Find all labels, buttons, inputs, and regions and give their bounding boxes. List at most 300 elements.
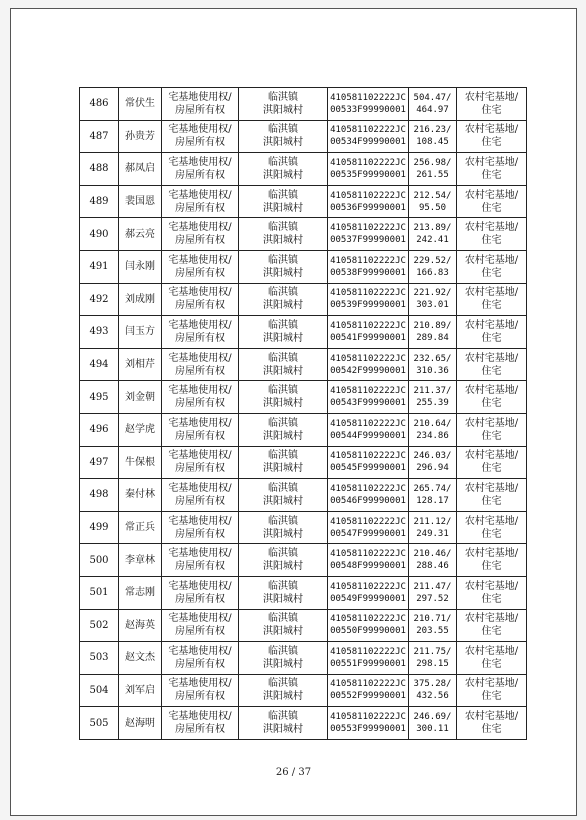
area-line: 300.11 bbox=[416, 724, 449, 735]
usage-line: 住宅 bbox=[481, 528, 502, 540]
right-type-cell bbox=[162, 218, 239, 251]
location-line: 淇阳城村 bbox=[263, 430, 303, 442]
right-type-cell bbox=[162, 316, 239, 349]
location-cell bbox=[239, 88, 328, 121]
location-line: 淇阳城村 bbox=[263, 626, 303, 638]
unit-code-cell bbox=[328, 576, 409, 609]
usage-cell bbox=[457, 707, 527, 740]
location-line: 淇阳城村 bbox=[263, 365, 303, 377]
location-line: 淇阳城村 bbox=[263, 495, 303, 507]
area-line: 212.54/ bbox=[413, 190, 452, 201]
usage-cell bbox=[457, 446, 527, 479]
area-line: 210.64/ bbox=[413, 418, 452, 429]
table-row bbox=[80, 185, 527, 218]
usage-line: 农村宅基地/ bbox=[464, 352, 519, 364]
unit-code-cell bbox=[328, 674, 409, 707]
table-row bbox=[80, 120, 527, 153]
area-line: 210.71/ bbox=[413, 614, 452, 625]
usage-line: 农村宅基地/ bbox=[464, 548, 519, 560]
row-number-cell: 500 bbox=[80, 544, 119, 577]
usage-cell bbox=[457, 250, 527, 283]
area-line: 504.47/ bbox=[413, 92, 452, 103]
area-line: 211.75/ bbox=[413, 646, 452, 657]
right-type-line: 宅基地使用权/ bbox=[168, 352, 232, 364]
row-number-cell: 488 bbox=[80, 153, 119, 186]
usage-line: 住宅 bbox=[481, 593, 502, 605]
usage-line: 住宅 bbox=[481, 561, 502, 573]
right-type-cell bbox=[162, 120, 239, 153]
usage-cell bbox=[457, 316, 527, 349]
area-line: 265.74/ bbox=[413, 483, 452, 494]
usage-line: 农村宅基地/ bbox=[464, 482, 519, 494]
right-type-line: 房屋所有权 bbox=[175, 169, 225, 181]
area-line: 210.89/ bbox=[413, 320, 452, 331]
table-row bbox=[80, 446, 527, 479]
location-line: 淇阳城村 bbox=[263, 300, 303, 312]
owner-name-cell: 常志刚 bbox=[119, 576, 162, 609]
location-line: 临淇镇 bbox=[268, 189, 298, 201]
right-type-line: 宅基地使用权/ bbox=[168, 417, 232, 429]
usage-line: 农村宅基地/ bbox=[464, 254, 519, 266]
area-line: 297.52 bbox=[416, 593, 449, 604]
table-row bbox=[80, 348, 527, 381]
area-line: 256.98/ bbox=[413, 157, 452, 168]
location-line: 临淇镇 bbox=[268, 287, 298, 299]
right-type-line: 房屋所有权 bbox=[175, 495, 225, 507]
unit-code-line: 00539F99990001 bbox=[330, 300, 406, 311]
row-number-cell: 492 bbox=[80, 283, 119, 316]
location-line: 临淇镇 bbox=[268, 222, 298, 234]
right-type-cell bbox=[162, 511, 239, 544]
area-line: 203.55 bbox=[416, 626, 449, 637]
usage-line: 住宅 bbox=[481, 300, 502, 312]
right-type-line: 宅基地使用权/ bbox=[168, 711, 232, 723]
location-line: 临淇镇 bbox=[268, 482, 298, 494]
location-cell bbox=[239, 674, 328, 707]
area-cell bbox=[409, 544, 457, 577]
location-line: 淇阳城村 bbox=[263, 332, 303, 344]
table-row bbox=[80, 413, 527, 446]
area-line: 261.55 bbox=[416, 169, 449, 180]
unit-code-line: 00544F99990001 bbox=[330, 430, 406, 441]
row-number-cell: 497 bbox=[80, 446, 119, 479]
location-line: 临淇镇 bbox=[268, 124, 298, 136]
unit-code-cell bbox=[328, 153, 409, 186]
usage-cell bbox=[457, 413, 527, 446]
unit-code-cell bbox=[328, 250, 409, 283]
owner-name-cell: 刘成刚 bbox=[119, 283, 162, 316]
right-type-line: 宅基地使用权/ bbox=[168, 645, 232, 657]
right-type-cell bbox=[162, 544, 239, 577]
table-row bbox=[80, 576, 527, 609]
location-line: 临淇镇 bbox=[268, 678, 298, 690]
right-type-line: 宅基地使用权/ bbox=[168, 156, 232, 168]
location-line: 临淇镇 bbox=[268, 91, 298, 103]
usage-line: 农村宅基地/ bbox=[464, 450, 519, 462]
owner-name-cell: 赵海英 bbox=[119, 609, 162, 642]
right-type-cell bbox=[162, 348, 239, 381]
right-type-line: 宅基地使用权/ bbox=[168, 222, 232, 234]
table-row bbox=[80, 674, 527, 707]
unit-code-line: 00550F99990001 bbox=[330, 626, 406, 637]
usage-cell bbox=[457, 576, 527, 609]
usage-line: 住宅 bbox=[481, 430, 502, 442]
usage-line: 农村宅基地/ bbox=[464, 319, 519, 331]
location-cell bbox=[239, 381, 328, 414]
right-type-line: 房屋所有权 bbox=[175, 528, 225, 540]
unit-code-line: 410581102222JC bbox=[330, 92, 406, 103]
document-page bbox=[10, 8, 577, 816]
right-type-line: 房屋所有权 bbox=[175, 430, 225, 442]
right-type-cell bbox=[162, 446, 239, 479]
right-type-cell bbox=[162, 576, 239, 609]
location-line: 临淇镇 bbox=[268, 156, 298, 168]
unit-code-line: 410581102222JC bbox=[330, 516, 406, 527]
location-line: 淇阳城村 bbox=[263, 691, 303, 703]
table-row bbox=[80, 642, 527, 675]
unit-code-cell bbox=[328, 283, 409, 316]
right-type-line: 房屋所有权 bbox=[175, 365, 225, 377]
owner-name-cell: 赵学虎 bbox=[119, 413, 162, 446]
unit-code-cell bbox=[328, 446, 409, 479]
unit-code-line: 00545F99990001 bbox=[330, 463, 406, 474]
area-line: 210.46/ bbox=[413, 549, 452, 560]
owner-name-cell: 孙贵芳 bbox=[119, 120, 162, 153]
area-cell bbox=[409, 250, 457, 283]
location-cell bbox=[239, 479, 328, 512]
unit-code-line: 410581102222JC bbox=[330, 549, 406, 560]
area-line: 296.94 bbox=[416, 463, 449, 474]
usage-line: 住宅 bbox=[481, 137, 502, 149]
unit-code-cell bbox=[328, 544, 409, 577]
location-line: 淇阳城村 bbox=[263, 463, 303, 475]
owner-name-cell: 李章林 bbox=[119, 544, 162, 577]
usage-line: 农村宅基地/ bbox=[464, 678, 519, 690]
location-cell bbox=[239, 609, 328, 642]
usage-line: 农村宅基地/ bbox=[464, 645, 519, 657]
location-line: 淇阳城村 bbox=[263, 528, 303, 540]
area-cell bbox=[409, 642, 457, 675]
table-row bbox=[80, 707, 527, 740]
unit-code-line: 00551F99990001 bbox=[330, 658, 406, 669]
location-line: 淇阳城村 bbox=[263, 104, 303, 116]
unit-code-line: 00541F99990001 bbox=[330, 332, 406, 343]
usage-cell bbox=[457, 479, 527, 512]
location-cell bbox=[239, 413, 328, 446]
right-type-line: 宅基地使用权/ bbox=[168, 189, 232, 201]
location-line: 临淇镇 bbox=[268, 548, 298, 560]
area-line: 108.45 bbox=[416, 137, 449, 148]
location-cell bbox=[239, 316, 328, 349]
area-line: 128.17 bbox=[416, 495, 449, 506]
area-line: 211.37/ bbox=[413, 386, 452, 397]
owner-name-cell: 常伏生 bbox=[119, 88, 162, 121]
row-number-cell: 489 bbox=[80, 185, 119, 218]
unit-code-line: 00547F99990001 bbox=[330, 528, 406, 539]
unit-code-line: 00552F99990001 bbox=[330, 691, 406, 702]
area-cell bbox=[409, 707, 457, 740]
area-line: 432.56 bbox=[416, 691, 449, 702]
area-cell bbox=[409, 413, 457, 446]
right-type-cell bbox=[162, 674, 239, 707]
usage-line: 农村宅基地/ bbox=[464, 417, 519, 429]
row-number-cell: 505 bbox=[80, 707, 119, 740]
location-cell bbox=[239, 707, 328, 740]
location-cell bbox=[239, 283, 328, 316]
table-row bbox=[80, 381, 527, 414]
location-line: 临淇镇 bbox=[268, 645, 298, 657]
usage-line: 农村宅基地/ bbox=[464, 189, 519, 201]
location-line: 临淇镇 bbox=[268, 580, 298, 592]
area-line: 303.01 bbox=[416, 300, 449, 311]
right-type-line: 房屋所有权 bbox=[175, 300, 225, 312]
right-type-line: 宅基地使用权/ bbox=[168, 450, 232, 462]
location-cell bbox=[239, 348, 328, 381]
unit-code-line: 00533F99990001 bbox=[330, 104, 406, 115]
unit-code-line: 00543F99990001 bbox=[330, 398, 406, 409]
right-type-line: 房屋所有权 bbox=[175, 658, 225, 670]
location-line: 临淇镇 bbox=[268, 385, 298, 397]
unit-code-line: 410581102222JC bbox=[330, 190, 406, 201]
unit-code-cell bbox=[328, 316, 409, 349]
unit-code-line: 410581102222JC bbox=[330, 223, 406, 234]
location-line: 淇阳城村 bbox=[263, 561, 303, 573]
usage-cell bbox=[457, 381, 527, 414]
row-number-cell: 493 bbox=[80, 316, 119, 349]
unit-code-line: 410581102222JC bbox=[330, 646, 406, 657]
unit-code-line: 00536F99990001 bbox=[330, 202, 406, 213]
table-row bbox=[80, 283, 527, 316]
unit-code-line: 410581102222JC bbox=[330, 255, 406, 266]
owner-name-cell: 常正兵 bbox=[119, 511, 162, 544]
unit-code-cell bbox=[328, 511, 409, 544]
right-type-line: 房屋所有权 bbox=[175, 561, 225, 573]
row-number-cell: 495 bbox=[80, 381, 119, 414]
usage-cell bbox=[457, 153, 527, 186]
row-number-cell: 501 bbox=[80, 576, 119, 609]
usage-line: 住宅 bbox=[481, 691, 502, 703]
unit-code-cell bbox=[328, 479, 409, 512]
row-number-cell: 498 bbox=[80, 479, 119, 512]
unit-code-cell bbox=[328, 642, 409, 675]
right-type-cell bbox=[162, 479, 239, 512]
area-cell bbox=[409, 479, 457, 512]
usage-cell bbox=[457, 609, 527, 642]
usage-line: 住宅 bbox=[481, 267, 502, 279]
location-line: 淇阳城村 bbox=[263, 137, 303, 149]
area-line: 464.97 bbox=[416, 104, 449, 115]
area-line: 216.23/ bbox=[413, 125, 452, 136]
unit-code-cell bbox=[328, 609, 409, 642]
location-line: 淇阳城村 bbox=[263, 398, 303, 410]
table-row bbox=[80, 218, 527, 251]
right-type-line: 宅基地使用权/ bbox=[168, 287, 232, 299]
owner-name-cell: 刘金朝 bbox=[119, 381, 162, 414]
unit-code-line: 410581102222JC bbox=[330, 614, 406, 625]
unit-code-cell bbox=[328, 120, 409, 153]
usage-line: 住宅 bbox=[481, 626, 502, 638]
row-number-cell: 490 bbox=[80, 218, 119, 251]
owner-name-cell: 郝云亮 bbox=[119, 218, 162, 251]
area-line: 255.39 bbox=[416, 398, 449, 409]
location-line: 淇阳城村 bbox=[263, 235, 303, 247]
table-row bbox=[80, 250, 527, 283]
location-line: 临淇镇 bbox=[268, 319, 298, 331]
right-type-line: 宅基地使用权/ bbox=[168, 385, 232, 397]
area-cell bbox=[409, 185, 457, 218]
right-type-line: 房屋所有权 bbox=[175, 691, 225, 703]
location-cell bbox=[239, 576, 328, 609]
location-line: 临淇镇 bbox=[268, 711, 298, 723]
area-cell bbox=[409, 283, 457, 316]
area-line: 211.12/ bbox=[413, 516, 452, 527]
right-type-line: 房屋所有权 bbox=[175, 202, 225, 214]
right-type-line: 房屋所有权 bbox=[175, 137, 225, 149]
location-cell bbox=[239, 511, 328, 544]
right-type-line: 宅基地使用权/ bbox=[168, 678, 232, 690]
usage-line: 住宅 bbox=[481, 658, 502, 670]
usage-line: 农村宅基地/ bbox=[464, 124, 519, 136]
right-type-cell bbox=[162, 413, 239, 446]
area-line: 288.46 bbox=[416, 561, 449, 572]
area-line: 249.31 bbox=[416, 528, 449, 539]
right-type-line: 宅基地使用权/ bbox=[168, 548, 232, 560]
right-type-line: 宅基地使用权/ bbox=[168, 254, 232, 266]
area-cell bbox=[409, 381, 457, 414]
unit-code-line: 410581102222JC bbox=[330, 679, 406, 690]
location-line: 淇阳城村 bbox=[263, 593, 303, 605]
right-type-line: 宅基地使用权/ bbox=[168, 91, 232, 103]
area-line: 246.03/ bbox=[413, 451, 452, 462]
location-cell bbox=[239, 446, 328, 479]
table-row bbox=[80, 88, 527, 121]
location-cell bbox=[239, 250, 328, 283]
usage-cell bbox=[457, 511, 527, 544]
usage-line: 农村宅基地/ bbox=[464, 222, 519, 234]
area-cell bbox=[409, 88, 457, 121]
area-cell bbox=[409, 576, 457, 609]
usage-line: 住宅 bbox=[481, 332, 502, 344]
right-type-line: 房屋所有权 bbox=[175, 463, 225, 475]
area-line: 229.52/ bbox=[413, 255, 452, 266]
row-number-cell: 502 bbox=[80, 609, 119, 642]
right-type-line: 宅基地使用权/ bbox=[168, 580, 232, 592]
owner-name-cell: 郝凤启 bbox=[119, 153, 162, 186]
location-line: 临淇镇 bbox=[268, 254, 298, 266]
unit-code-cell bbox=[328, 185, 409, 218]
area-cell bbox=[409, 218, 457, 251]
owner-name-cell: 闫玉方 bbox=[119, 316, 162, 349]
unit-code-line: 00542F99990001 bbox=[330, 365, 406, 376]
location-cell bbox=[239, 642, 328, 675]
location-cell bbox=[239, 185, 328, 218]
area-line: 232.65/ bbox=[413, 353, 452, 364]
usage-line: 农村宅基地/ bbox=[464, 613, 519, 625]
unit-code-line: 410581102222JC bbox=[330, 125, 406, 136]
row-number-cell: 491 bbox=[80, 250, 119, 283]
registration-table bbox=[79, 87, 527, 740]
area-line: 95.50 bbox=[418, 202, 447, 213]
unit-code-cell bbox=[328, 348, 409, 381]
location-line: 淇阳城村 bbox=[263, 658, 303, 670]
area-cell bbox=[409, 609, 457, 642]
area-cell bbox=[409, 153, 457, 186]
owner-name-cell: 秦付林 bbox=[119, 479, 162, 512]
location-cell bbox=[239, 120, 328, 153]
right-type-cell bbox=[162, 642, 239, 675]
owner-name-cell: 刘相芹 bbox=[119, 348, 162, 381]
unit-code-cell bbox=[328, 707, 409, 740]
right-type-cell bbox=[162, 88, 239, 121]
usage-line: 住宅 bbox=[481, 495, 502, 507]
right-type-line: 房屋所有权 bbox=[175, 593, 225, 605]
table-row bbox=[80, 479, 527, 512]
right-type-line: 宅基地使用权/ bbox=[168, 319, 232, 331]
area-line: 310.36 bbox=[416, 365, 449, 376]
unit-code-line: 410581102222JC bbox=[330, 581, 406, 592]
unit-code-line: 00549F99990001 bbox=[330, 593, 406, 604]
usage-line: 住宅 bbox=[481, 235, 502, 247]
table-row bbox=[80, 544, 527, 577]
usage-cell bbox=[457, 674, 527, 707]
location-cell bbox=[239, 218, 328, 251]
location-line: 临淇镇 bbox=[268, 417, 298, 429]
location-cell bbox=[239, 153, 328, 186]
row-number-cell: 499 bbox=[80, 511, 119, 544]
owner-name-cell: 赵文杰 bbox=[119, 642, 162, 675]
area-cell bbox=[409, 446, 457, 479]
unit-code-line: 00538F99990001 bbox=[330, 267, 406, 278]
unit-code-line: 00553F99990001 bbox=[330, 724, 406, 735]
page-number: 26 / 37 bbox=[275, 767, 312, 778]
area-line: 213.89/ bbox=[413, 223, 452, 234]
unit-code-line: 410581102222JC bbox=[330, 288, 406, 299]
right-type-line: 房屋所有权 bbox=[175, 104, 225, 116]
right-type-cell bbox=[162, 707, 239, 740]
unit-code-line: 00537F99990001 bbox=[330, 235, 406, 246]
usage-cell bbox=[457, 120, 527, 153]
location-line: 淇阳城村 bbox=[263, 169, 303, 181]
area-cell bbox=[409, 511, 457, 544]
row-number-cell: 504 bbox=[80, 674, 119, 707]
usage-cell bbox=[457, 348, 527, 381]
row-number-cell: 486 bbox=[80, 88, 119, 121]
right-type-line: 房屋所有权 bbox=[175, 332, 225, 344]
unit-code-cell bbox=[328, 413, 409, 446]
location-line: 淇阳城村 bbox=[263, 724, 303, 736]
location-line: 临淇镇 bbox=[268, 450, 298, 462]
usage-line: 住宅 bbox=[481, 463, 502, 475]
unit-code-line: 00548F99990001 bbox=[330, 561, 406, 572]
right-type-line: 宅基地使用权/ bbox=[168, 482, 232, 494]
unit-code-cell bbox=[328, 218, 409, 251]
owner-name-cell: 裴国恩 bbox=[119, 185, 162, 218]
usage-cell bbox=[457, 642, 527, 675]
right-type-line: 宅基地使用权/ bbox=[168, 613, 232, 625]
location-line: 临淇镇 bbox=[268, 613, 298, 625]
usage-line: 住宅 bbox=[481, 398, 502, 410]
row-number-cell: 487 bbox=[80, 120, 119, 153]
unit-code-line: 410581102222JC bbox=[330, 418, 406, 429]
location-cell bbox=[239, 544, 328, 577]
unit-code-cell bbox=[328, 381, 409, 414]
right-type-line: 房屋所有权 bbox=[175, 626, 225, 638]
unit-code-line: 410581102222JC bbox=[330, 451, 406, 462]
usage-cell bbox=[457, 88, 527, 121]
table-row bbox=[80, 609, 527, 642]
unit-code-line: 410581102222JC bbox=[330, 386, 406, 397]
area-line: 375.28/ bbox=[413, 679, 452, 690]
